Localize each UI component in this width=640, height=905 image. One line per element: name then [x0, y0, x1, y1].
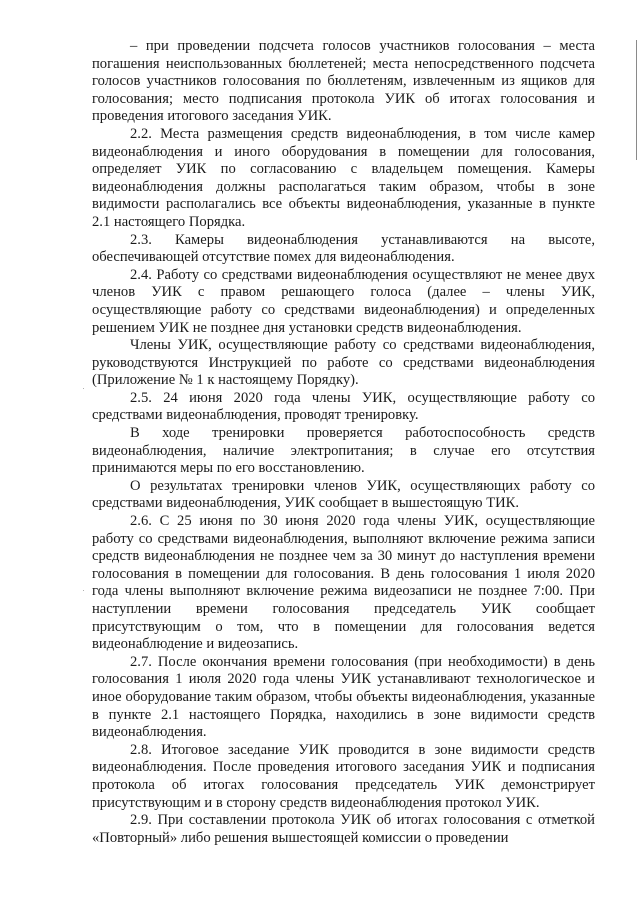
paragraph-2-2: 2.2. Места размещения средств видеонаблюдения, в том числе камер видеонаблюдения и иного оборудования в помещении для голосования, определяет УИК по согласованию с владельцем помещения. Камеры видеонаблюдения должны располагаться таким образом, чтобы в зоне видимости располагались все объекты видеонаблюдения, указанные в пункте 2.1 настоящего Порядка. [92, 125, 595, 230]
paragraph-members-instruction: Члены УИК, осуществляющие работу со средствами видеонаблюдения, руководствуются Инструкцией по работе со средствами видеонаблюдения (Приложение № 1 к настоящему Порядку). [92, 337, 595, 389]
page-edge-line [636, 40, 637, 160]
paragraph-2-6: 2.6. С 25 июня по 30 июня 2020 года члены УИК, осуществляющие работу со средствами видеонаблюдения, выполняют включение режима записи средств видеонаблюдения не позднее чем за 30 минут до наступления времени голосования в помещении для голосования. В день голосования 1 июля 2020 года члены выполняют включение режима видеозаписи не позднее 7:00. При наступлении времени голосования председатель УИК сообщает присутствующим о том, что в помещении для голосования ведется видеонаблюдение и видеозапись. [92, 513, 595, 653]
paragraph-2-4: 2.4. Работу со средствами видеонаблюдения осуществляют не менее двух членов УИК с правом решающего голоса (далее – члены УИК, осуществляющие работу со средствами видеонаблюдения) и определенных решением УИК не позднее дня установки средств видеонаблюдения. [92, 266, 595, 336]
paragraph-training-check: В ходе тренировки проверяется работоспособность средств видеонаблюдения, наличие электропитания; в случае его отсутствия принимаются меры по его восстановлению. [92, 425, 595, 477]
paragraph-2-5: 2.5. 24 июня 2020 года члены УИК, осуществляющие работу со средствами видеонаблюдения, проводят тренировку. [92, 389, 595, 424]
paragraph-training-report: О результатах тренировки членов УИК, осуществляющих работу со средствами видеонаблюдения, УИК сообщает в вышестоящую ТИК. [92, 477, 595, 512]
scan-speck [83, 388, 84, 389]
paragraph-counting-places: – при проведении подсчета голосов участников голосования – места погашения неиспользованных бюллетеней; места непосредственного подсчета голосов участников голосования по бюллетеням, извлеченным из ящиков для голосования; место подписания протокола УИК об итогах голосования и проведения итогового заседания УИК. [92, 38, 595, 125]
paragraph-2-9: 2.9. При составлении протокола УИК об итогах голосования с отметкой «Повторный» либо решения вышестоящей комиссии о проведении [92, 812, 595, 846]
paragraph-2-3: 2.3. Камеры видеонаблюдения устанавливаются на высоте, обеспечивающей отсутствие помех для видеонаблюдения. [92, 231, 595, 266]
scan-speck [83, 590, 84, 591]
document-body [92, 38, 595, 847]
paragraph-2-7: 2.7. После окончания времени голосования (при необходимости) в день голосования 1 июля 2020 года члены УИК устанавливают технологическое и иное оборудование таким образом, чтобы объекты видеонаблюдения, указанные в пункте 2.1 настоящего Порядка, находились в зоне видимости средств видеонаблюдения. [92, 653, 595, 741]
paragraph-2-8: 2.8. Итоговое заседание УИК проводится в зоне видимости средств видеонаблюдения. После проведения итогового заседания УИК и подписания протокола об итогах голосования председатель УИК демонстрирует присутствующим и в сторону средств видеонаблюдения протокол УИК. [92, 741, 595, 811]
